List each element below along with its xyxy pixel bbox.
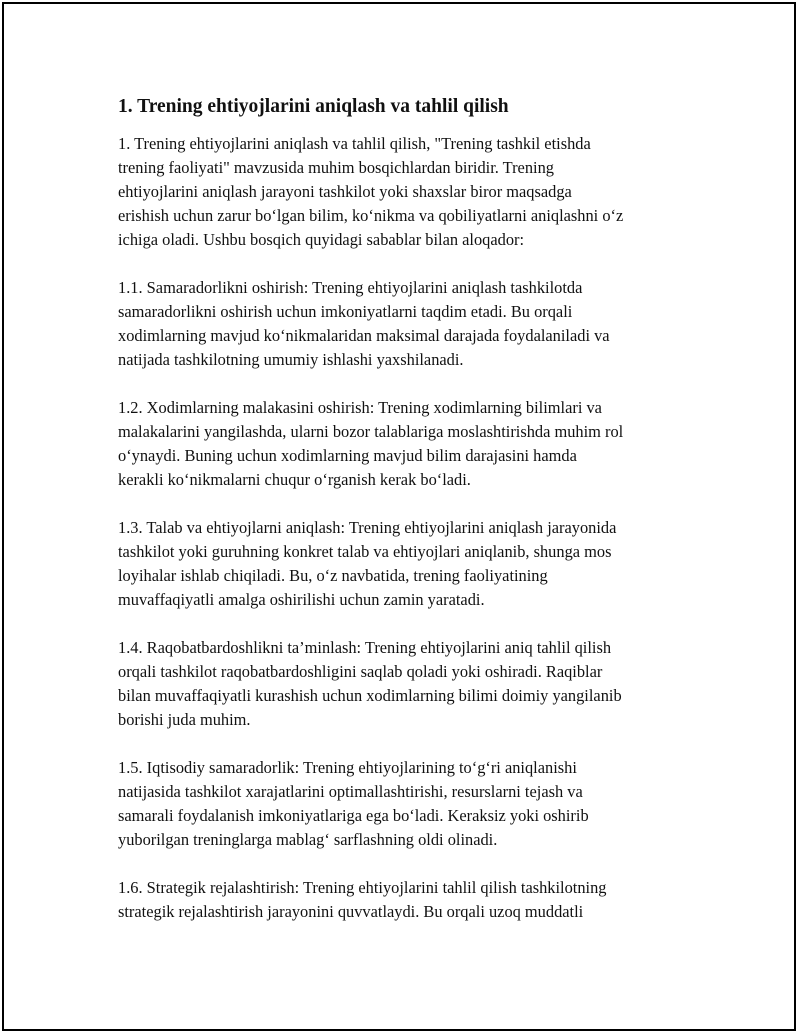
text-line: loyihalar ishlab chiqiladi. Bu, o‘z navbatida, trening faoliyatining (118, 566, 548, 585)
paragraph-1-2 (118, 396, 690, 492)
text-line: ichiga oladi. Ushbu bosqich quyidagi sabablar bilan aloqador: (118, 230, 525, 249)
text-line: 1.4. Raqobatbardoshlikni ta’minlash: Trening ehtiyojlarini aniq tahlil qilish (118, 638, 612, 657)
text-line: 1.2. Xodimlarning malakasini oshirish: Trening xodimlarning bilimlari va (118, 398, 602, 417)
text-line: muvaffaqiyatli amalga oshirilishi uchun zamin yaratadi. (118, 590, 485, 609)
document-body (118, 94, 690, 948)
text-line: 1.3. Talab va ehtiyojlarni aniqlash: Trening ehtiyojlarini aniqlash jarayonida (118, 518, 617, 537)
paragraph-1-1 (118, 276, 690, 372)
text-line: orqali tashkilot raqobatbardoshligini saqlab qoladi yoki oshiradi. Raqiblar (118, 662, 603, 681)
text-line: natijada tashkilotning umumiy ishlashi yaxshilanadi. (118, 350, 464, 369)
text-line: samaradorlikni oshirish uchun imkoniyatlarni taqdim etadi. Bu orqali (118, 302, 573, 321)
paragraph-1-4 (118, 636, 690, 732)
text-line: samarali foydalanish imkoniyatlariga ega bo‘ladi. Keraksiz yoki oshirib (118, 806, 589, 825)
text-line: 1.6. Strategik rejalashtirish: Trening ehtiyojlarini tahlil qilish tashkilotning (118, 878, 607, 897)
text-line: kerakli ko‘nikmalarni chuqur o‘rganish kerak bo‘ladi. (118, 470, 471, 489)
text-line: bilan muvaffaqiyatli kurashish uchun xodimlarning bilimi doimiy yangilanib (118, 686, 622, 705)
text-line: borishi juda muhim. (118, 710, 251, 729)
paragraph-1-5 (118, 756, 690, 852)
text-line: xodimlarning mavjud ko‘nikmalaridan maksimal darajada foydalaniladi va (118, 326, 610, 345)
text-line: malakalarini yangilashda, ularni bozor talablariga moslashtirishda muhim rol (118, 422, 624, 441)
document-title: 1. Trening ehtiyojlarini aniqlash va tahlil qilish (118, 96, 509, 117)
text-line: 1.5. Iqtisodiy samaradorlik: Trening ehtiyojlarining to‘g‘ri aniqlanishi (118, 758, 577, 777)
paragraph-1-3 (118, 516, 690, 612)
paragraph-intro (118, 132, 690, 252)
text-line: tashkilot yoki guruhning konkret talab va ehtiyojlari aniqlanib, shunga mos (118, 542, 612, 561)
text-line: o‘ynaydi. Buning uchun xodimlarning mavjud bilim darajasini hamda (118, 446, 577, 465)
paragraph-1-6 (118, 876, 690, 924)
text-line: 1.1. Samaradorlikni oshirish: Trening ehtiyojlarini aniqlash tashkilotda (118, 278, 583, 297)
text-line: erishish uchun zarur bo‘lgan bilim, ko‘nikma va qobiliyatlarni aniqlashni o‘z (118, 206, 624, 225)
text-line: strategik rejalashtirish jarayonini quvvatlaydi. Bu orqali uzoq muddatli (118, 902, 584, 921)
text-line: 1. Trening ehtiyojlarini aniqlash va tahlil qilish, "Trening tashkil etishda (118, 134, 591, 153)
text-line: trening faoliyati" mavzusida muhim bosqichlardan biridir. Trening (118, 158, 554, 177)
text-line: natijasida tashkilot xarajatlarini optimallashtirishi, resurslarni tejash va (118, 782, 583, 801)
text-line: ehtiyojlarini aniqlash jarayoni tashkilot yoki shaxslar biror maqsadga (118, 182, 572, 201)
text-line: yuborilgan treninglarga mablag‘ sarflashning oldi olinadi. (118, 830, 498, 849)
